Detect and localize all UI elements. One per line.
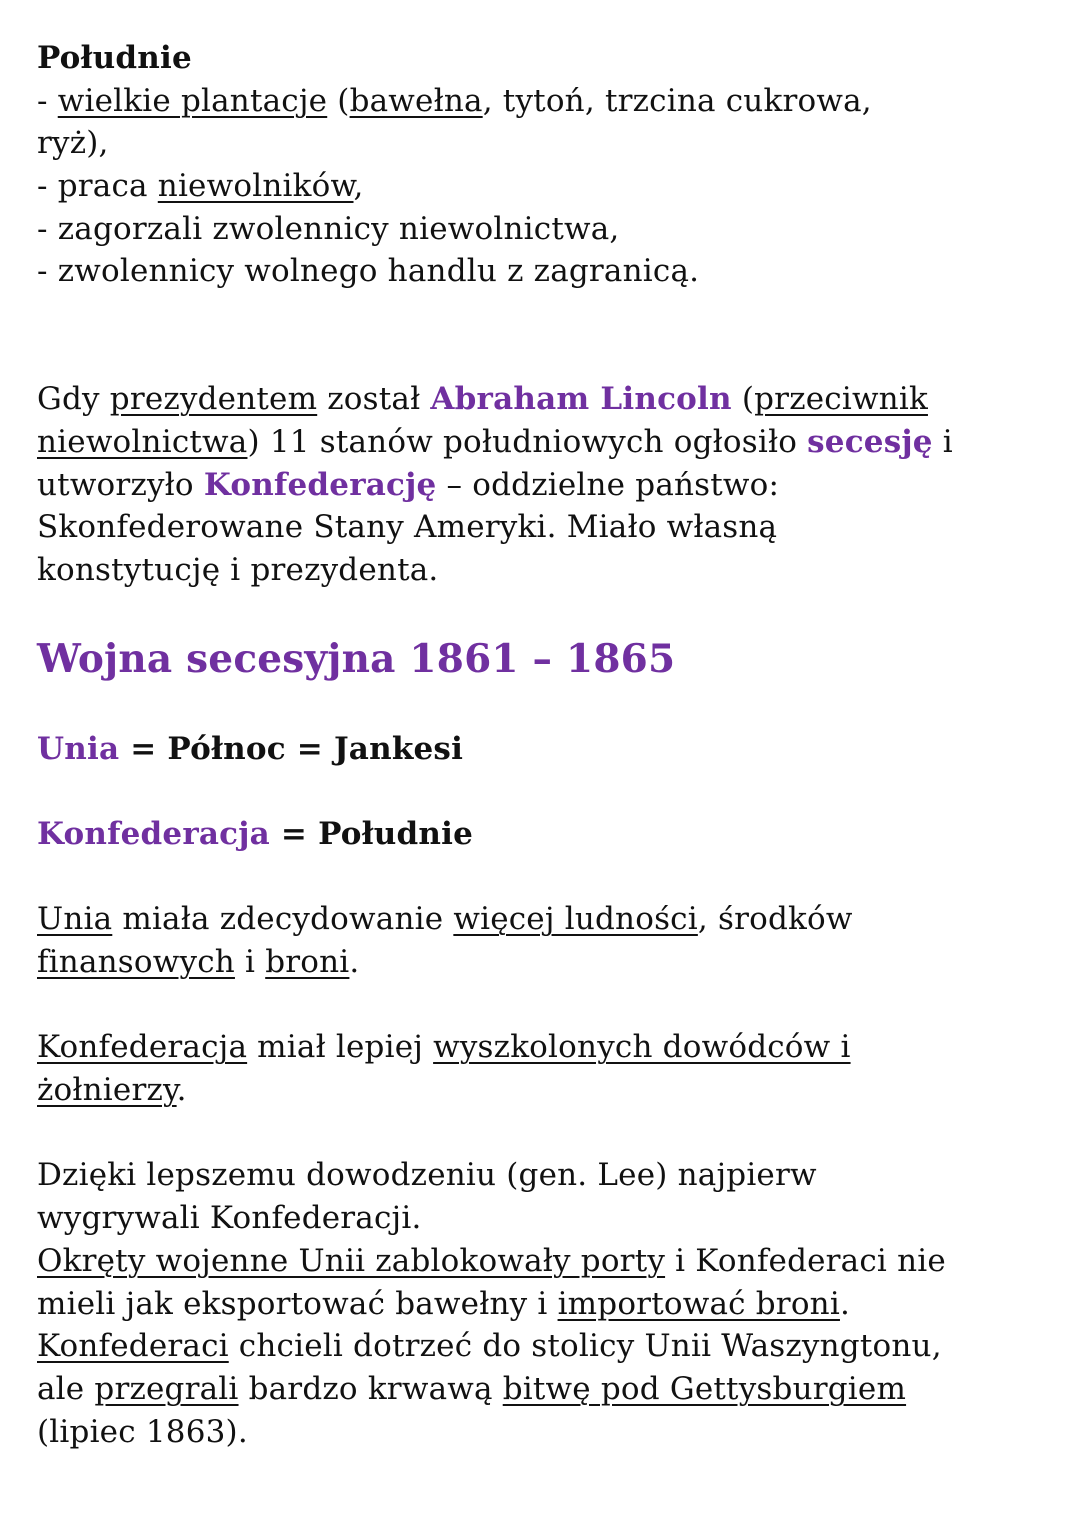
- underlined-text: Okręty wojenne Unii zablokowały porty: [37, 1242, 666, 1279]
- underlined-text: przeciwnik: [754, 381, 928, 418]
- text-segment: mieli jak eksportować bawełny i: [37, 1285, 558, 1322]
- text-segment: .: [176, 1072, 187, 1109]
- text-segment: ) 11 stanów południowych ogłosiło: [247, 423, 808, 460]
- text-segment: Południe: [37, 40, 192, 76]
- text-line: [37, 941, 1060, 984]
- underlined-text: niewolników: [157, 168, 354, 205]
- text-segment: - zagorzali zwolennicy niewolnictwa,: [37, 210, 620, 247]
- text-segment: - zwolennicy wolnego handlu z zagranicą.: [37, 253, 700, 290]
- underlined-text: przegrali: [94, 1370, 239, 1407]
- text-line: [37, 1154, 1060, 1197]
- text-line: [37, 1197, 1060, 1240]
- text-line: [37, 1240, 1060, 1283]
- union-advantages: [37, 898, 1060, 983]
- text-segment: , tytoń, trzcina cukrowa,: [482, 82, 872, 119]
- text-segment: został: [317, 381, 431, 418]
- text-segment: ale: [37, 1370, 95, 1407]
- underlined-text: wyszkolonych dowódców i: [433, 1029, 851, 1066]
- text-segment: -: [37, 82, 58, 119]
- text-line: [37, 549, 1060, 592]
- text-line: [37, 1325, 1060, 1368]
- text-segment: konstytucję i prezydenta.: [37, 551, 439, 588]
- text-line: [37, 506, 1060, 549]
- text-line: [37, 813, 1060, 856]
- underlined-text: wielkie plantacje: [57, 82, 328, 119]
- underlined-text: bitwę pod Gettysburgiem: [502, 1370, 907, 1407]
- text-line: [37, 1283, 1060, 1326]
- text-segment: i: [932, 423, 953, 460]
- confederacy-advantages: [37, 1026, 1060, 1111]
- text-line: [37, 1026, 1060, 1069]
- text-segment: bardzo krwawą: [238, 1370, 503, 1407]
- text-segment: i Konfederaci nie: [665, 1242, 946, 1279]
- underlined-text: więcej ludności: [453, 901, 698, 938]
- underlined-text: żołnierzy: [37, 1072, 177, 1109]
- text-line: [37, 165, 1060, 208]
- text-line: [37, 1368, 1060, 1411]
- text-line: [37, 80, 1060, 123]
- text-segment: Dzięki lepszemu dowodzeniu (gen. Lee) najpierw: [37, 1157, 817, 1194]
- highlighted-term: Abraham Lincoln: [430, 381, 732, 418]
- highlighted-term: Konfederację: [203, 466, 437, 503]
- underlined-text: importować broni: [557, 1285, 840, 1322]
- highlighted-term: Unia: [37, 730, 120, 767]
- text-line: [37, 627, 1060, 691]
- text-line: [37, 1411, 1060, 1454]
- text-segment: ryż),: [37, 125, 109, 162]
- text-line: [37, 37, 1060, 80]
- confederacy-definition: [37, 813, 1060, 856]
- text-segment: – oddzielne państwo:: [436, 466, 780, 503]
- text-segment: (lipiec 1863).: [37, 1413, 248, 1450]
- text-segment: Gdy: [37, 381, 110, 418]
- text-line: [37, 122, 1060, 165]
- text-line: [37, 728, 1060, 771]
- text-segment: miał lepiej: [247, 1029, 434, 1066]
- document-page: [37, 37, 1060, 1453]
- text-segment: chcieli dotrzeć do stolicy Unii Waszyngtonu,: [228, 1328, 942, 1365]
- underlined-text: Unia: [37, 901, 113, 938]
- highlighted-term: Konfederacja: [37, 815, 270, 852]
- text-line: [37, 208, 1060, 251]
- text-segment: (: [327, 82, 350, 119]
- text-segment: .: [349, 944, 360, 980]
- text-line: [37, 421, 1060, 464]
- text-segment: Skonfederowane Stany Ameryki. Miało własną: [37, 509, 778, 546]
- text-segment: (: [731, 381, 755, 418]
- underlined-text: finansowych: [37, 944, 235, 980]
- text-segment: i: [234, 944, 266, 980]
- text-line: [37, 250, 1060, 293]
- section-title: [37, 627, 1060, 691]
- text-line: [37, 464, 1060, 507]
- text-line: [37, 378, 1060, 421]
- underlined-text: bawełna: [349, 82, 483, 119]
- union-definition: [37, 728, 1060, 771]
- text-segment: Wojna secesyjna 1861 – 1865: [37, 635, 676, 682]
- underlined-text: niewolnictwa: [37, 423, 248, 460]
- underlined-text: Konfederaci: [37, 1328, 229, 1365]
- text-segment: = Północ = Jankesi: [119, 730, 464, 767]
- war-course: [37, 1154, 1060, 1453]
- text-segment: .: [839, 1285, 851, 1322]
- underlined-text: prezydentem: [109, 381, 318, 418]
- underlined-text: broni: [265, 944, 350, 980]
- text-segment: utworzyło: [37, 466, 204, 503]
- text-segment: ,: [353, 168, 364, 205]
- text-segment: - praca: [37, 168, 158, 205]
- south-section: [37, 37, 1060, 293]
- lincoln-paragraph: [37, 378, 1060, 591]
- text-segment: , środków: [697, 901, 853, 938]
- text-segment: = Południe: [269, 815, 474, 852]
- underlined-text: Konfederacja: [37, 1029, 248, 1066]
- highlighted-term: secesję: [807, 423, 933, 460]
- text-line: [37, 898, 1060, 941]
- text-segment: miała zdecydowanie: [112, 901, 454, 938]
- text-segment: wygrywali Konfederacji.: [37, 1200, 422, 1237]
- text-line: [37, 1069, 1060, 1112]
